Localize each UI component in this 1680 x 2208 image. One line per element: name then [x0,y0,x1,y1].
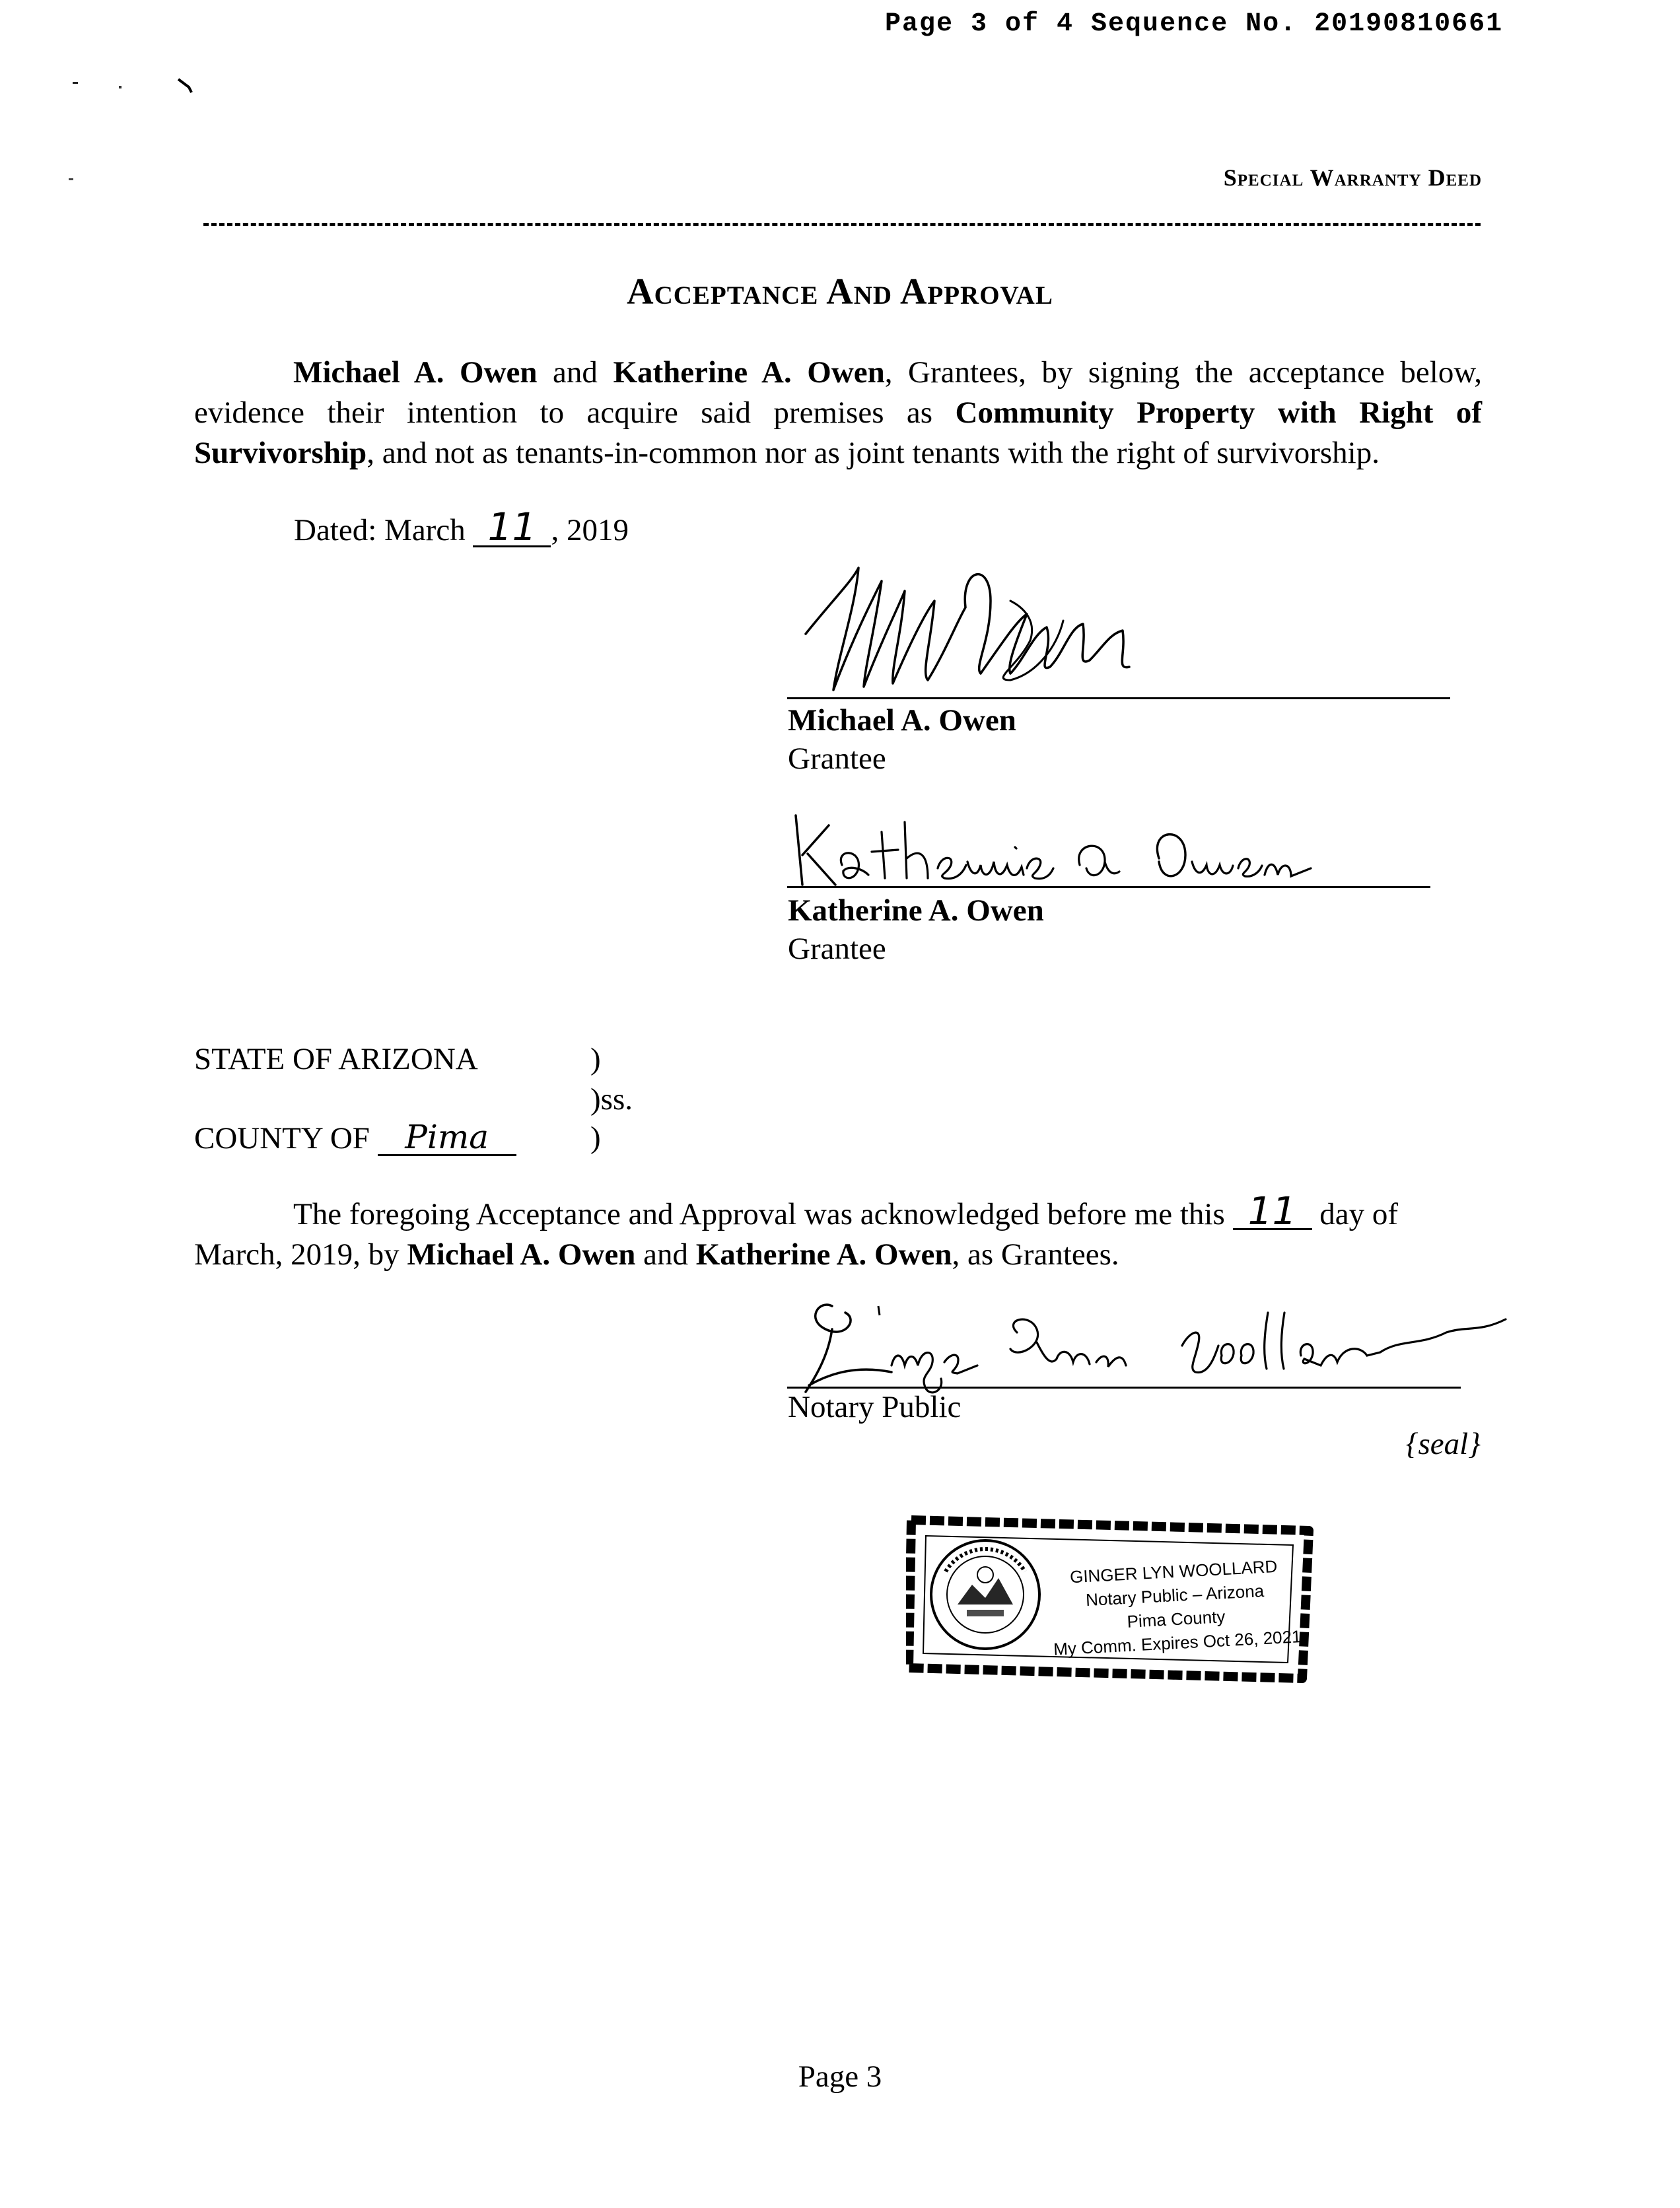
ack-text-2: day of March, 2019, by [194,1197,1399,1272]
state-seal-icon [931,1540,1039,1649]
grantee-name-1: Michael A. Owen [293,355,538,390]
seal-label: {seal} [1405,1427,1481,1461]
sequence-header: Page 3 of 4 Sequence No. 20190810661 [885,9,1504,39]
venue-state: STATE OF ARIZONA [194,1042,478,1076]
notary-stamp-expiry: My Comm. Expires Oct 26, 2021 [1053,1626,1302,1659]
header-divider [203,223,1481,226]
venue-county-label: COUNTY OF [194,1121,378,1156]
vesting-type: Community Property with Right of Survivorship [194,396,1482,470]
grantee-1-signature-line [787,697,1450,699]
page-title: Acceptance And Approval [627,271,1053,312]
grantee-name-2: Katherine A. Owen [613,355,885,390]
venue-paren-bottom: ) [590,1121,601,1155]
ack-and: and [635,1237,696,1272]
grantee-2-signature [789,802,1337,895]
page-number: Page 3 [798,2059,882,2094]
grantee-1-role: Grantee [788,742,886,776]
grantee-2-signature-line [787,886,1430,888]
ack-name-2: Katherine A. Owen [695,1237,952,1272]
venue-county-line [194,1120,516,1156]
notary-stamp-text [1047,1553,1303,1661]
ack-text-3: , as Grantees. [952,1237,1119,1272]
grantee-1-signature [792,561,1136,700]
acceptance-text-2: , and not as tenants-in-common nor as joint tenants with the right of survivorship. [367,436,1380,470]
notary-signature-line [787,1387,1461,1389]
venue-county-value: Pima [378,1120,516,1156]
notary-label: Notary Public [788,1390,962,1424]
acceptance-paragraph [194,353,1482,473]
grantee-2-name: Katherine A. Owen [788,893,1044,928]
notary-stamp-title: Notary Public – Arizona [1085,1580,1265,1610]
notary-stamp-county: Pima County [1126,1606,1226,1632]
document-type: Special Warranty Deed [1223,164,1482,191]
conjunction: and [537,355,613,390]
venue-paren-top: ) [590,1042,601,1076]
dated-day: 11 [473,508,551,547]
acceptance-text-1: , Grantees, by signing the acceptance below, evidence their intention to acquire said premises as [194,355,1482,430]
dated-suffix: , 2019 [551,513,629,547]
grantee-1-name: Michael A. Owen [788,703,1016,738]
scan-artifacts [66,73,218,191]
dated-line [294,504,629,549]
venue-ss: )ss. [590,1082,633,1117]
grantee-2-role: Grantee [788,932,886,966]
notary-stamp-name: GINGER LYN WOOLLARD [1069,1556,1278,1587]
dated-prefix: Dated: March [294,513,473,547]
ack-day: 11 [1233,1194,1312,1230]
ack-text-1: The foregoing Acceptance and Approval was acknowledged before me this [293,1197,1233,1231]
acknowledgment-paragraph [194,1189,1482,1275]
ack-name-1: Michael A. Owen [407,1237,636,1272]
